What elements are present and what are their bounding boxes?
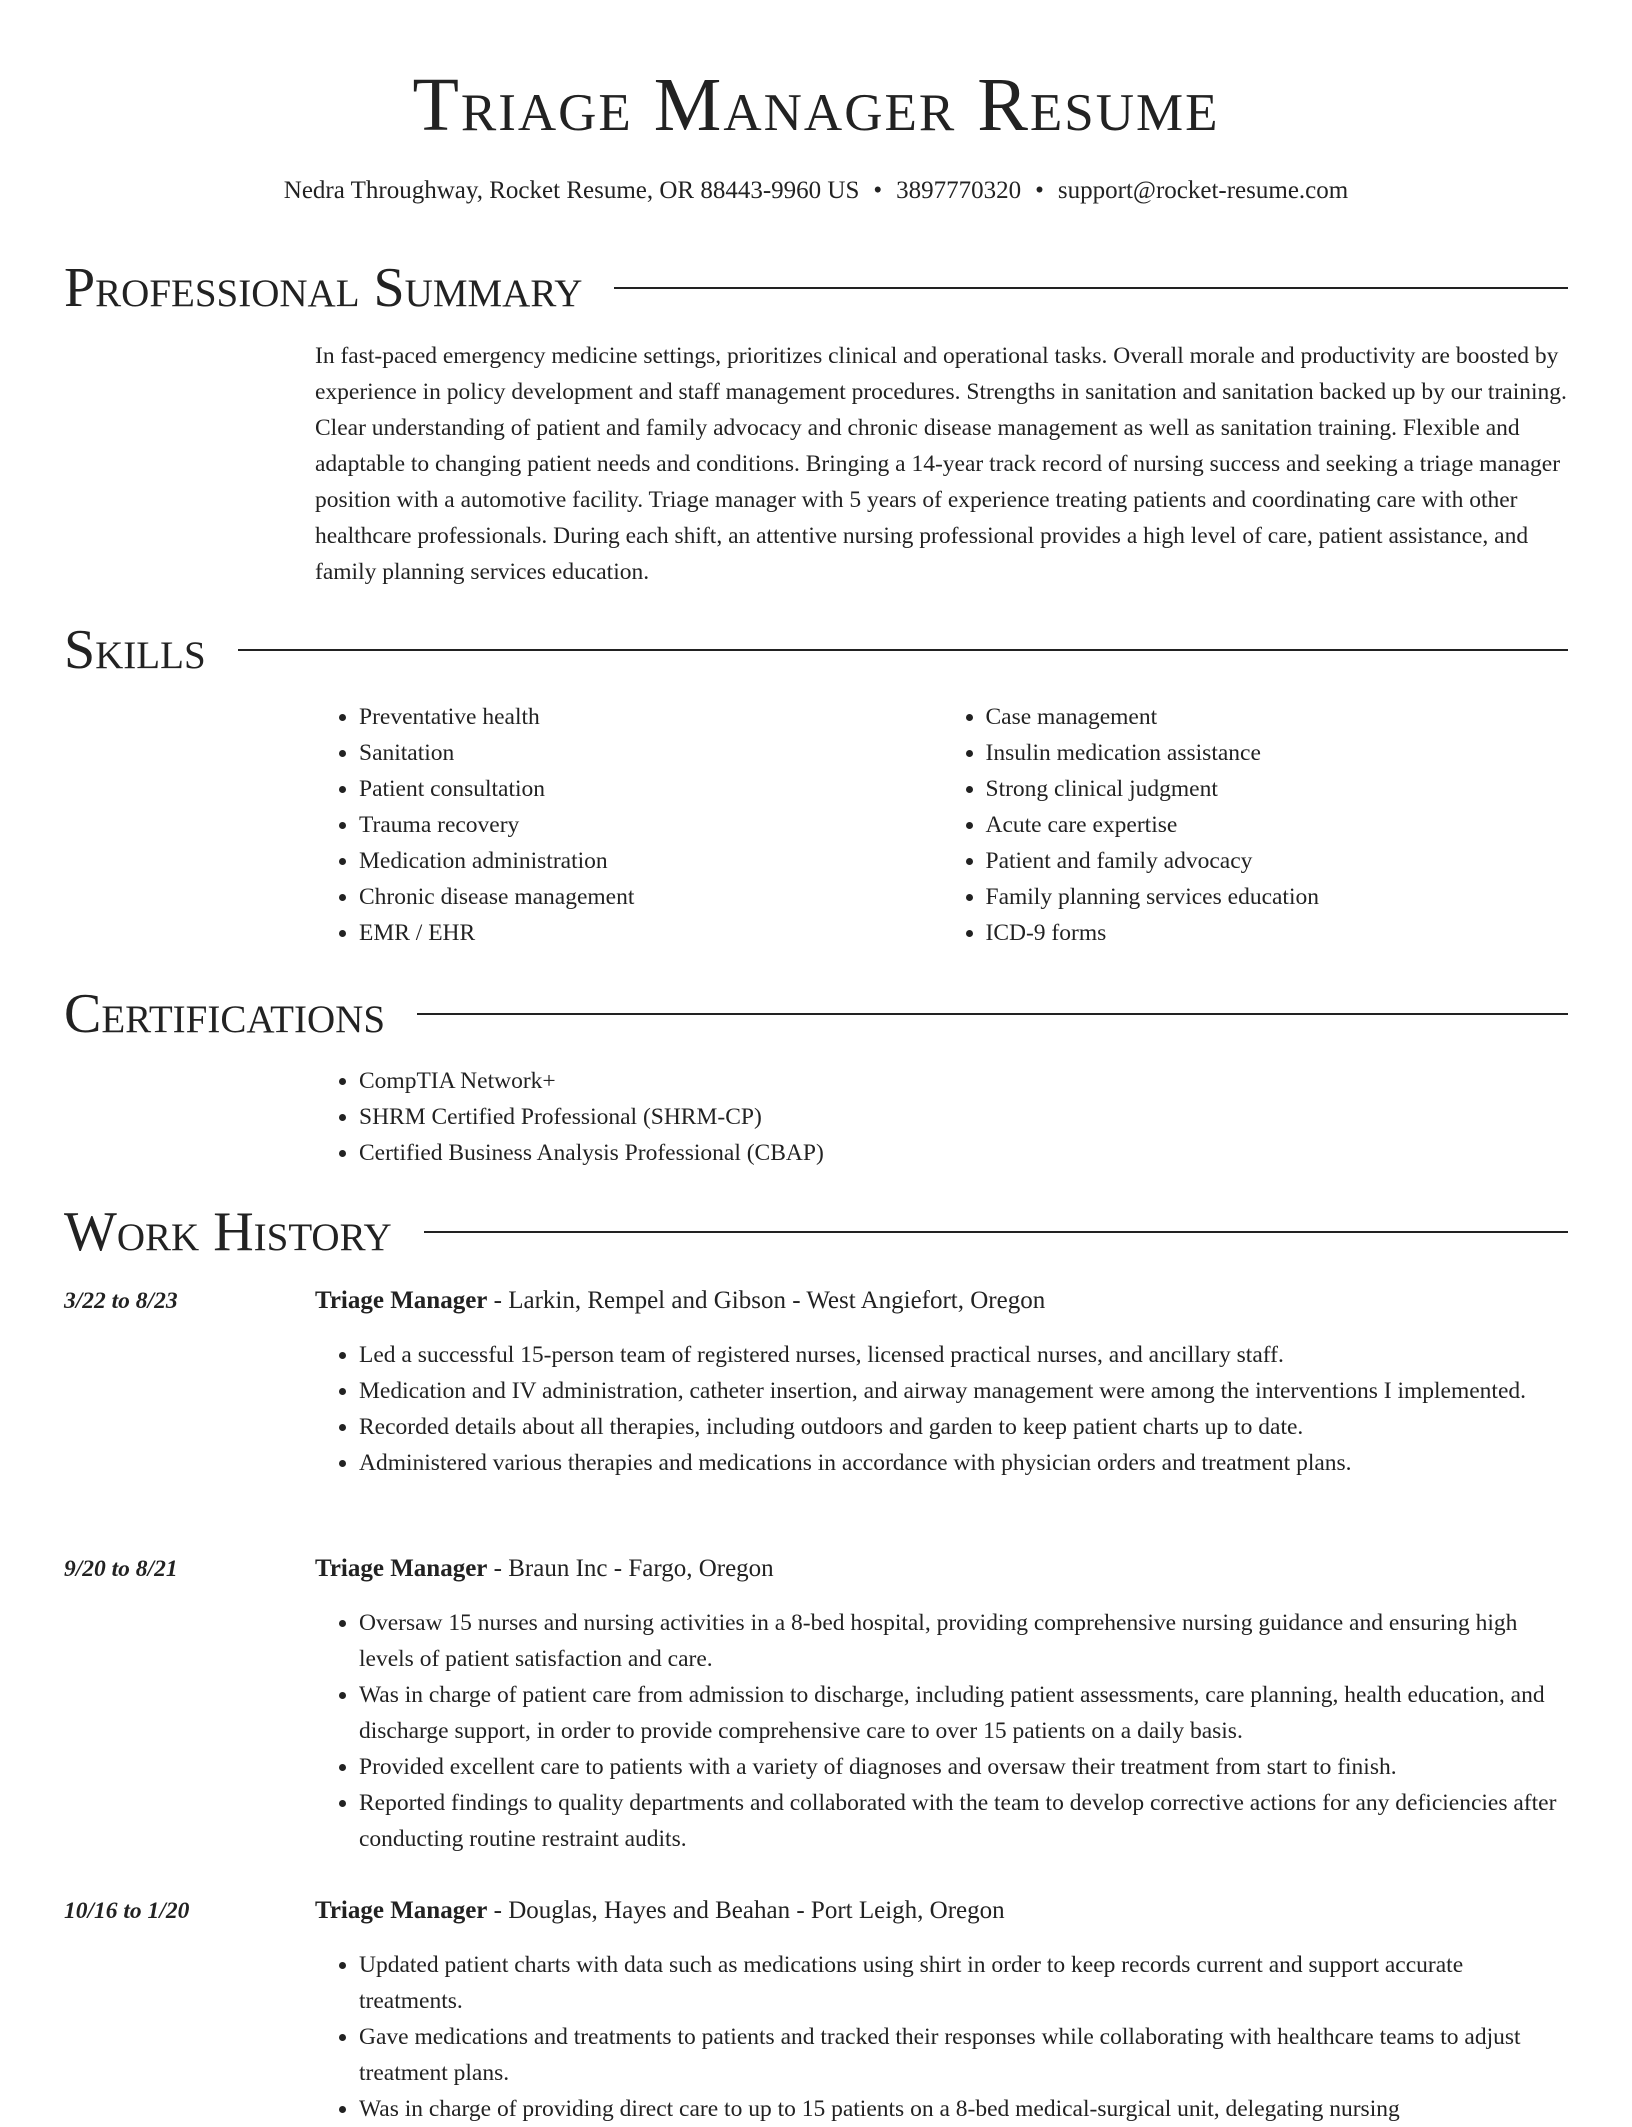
job-bullet: • Oversaw 15 nurses and nursing activities in a 8-bed hospital, providing comprehensive nursing guidance and ensuring high levels of patient satisfaction and care. (359, 1605, 1568, 1677)
job-employer: - Larkin, Rempel and Gibson - West Angiefort, Oregon (487, 1287, 1046, 1314)
skill-item: • EMR / EHR (359, 915, 942, 951)
contact-address: Nedra Throughway, Rocket Resume, OR 88443-9960 US (283, 177, 860, 204)
job-bullet: • Medication and IV administration, catheter insertion, and airway management were among the interventions I implemented. (359, 1373, 1568, 1409)
skill-item: • ICD-9 forms (986, 915, 1569, 951)
job-bullet: • Provided excellent care to patients with a variety of diagnoses and oversaw their treatment from start to finish. (359, 1749, 1568, 1785)
skills-block (315, 699, 1568, 951)
summary-section-header (64, 256, 1568, 320)
contact-separator: • (873, 177, 883, 204)
summary-text: In fast-paced emergency medicine settings, prioritizes clinical and operational tasks. Overall morale and productivity are boosted by experience in policy development and staff management procedures. Strengths in sanitation and sanitation backed up by our training. Clear understanding of patient and family advocacy and chronic disease management as well as sanitation training. Flexible and adaptable to changing patient needs and conditions. Bringing a 14-year track record of nursing success and seeking a triage manager position with a automotive facility. Triage manager with 5 years of experience treating patients and coordinating care with other healthcare professionals. During each shift, an attentive nursing professional provides a high level of care, patient assistance, and family planning services education. (315, 343, 1567, 585)
job-heading (315, 1893, 1568, 1929)
job-dates: 3/22 to 8/23 (64, 1288, 178, 1314)
job-bullet: • Recorded details about all therapies, including outdoors and garden to keep patient charts up to date. (359, 1409, 1568, 1445)
job-bullets (315, 1337, 1568, 1481)
job-dates: 10/16 to 1/20 (64, 1898, 190, 1924)
skill-item: • Trauma recovery (359, 807, 942, 843)
certifications-list (315, 1063, 1568, 1171)
job-bullets (315, 1605, 1568, 1857)
section-divider (424, 1231, 1568, 1233)
section-divider (238, 649, 1568, 651)
job-dates: 9/20 to 8/21 (64, 1556, 178, 1582)
certification-item: • SHRM Certified Professional (SHRM-CP) (359, 1099, 1568, 1135)
section-divider (614, 287, 1568, 289)
job-title: Triage Manager (315, 1555, 488, 1582)
job-bullets (315, 1947, 1568, 2127)
skill-item: • Chronic disease management (359, 879, 942, 915)
skill-item: • Family planning services education (986, 879, 1569, 915)
skill-item: • Sanitation (359, 735, 942, 771)
contact-line (0, 174, 1632, 208)
job-bullet: • Gave medications and treatments to patients and tracked their responses while collaborating with healthcare teams to adjust treatment plans. (359, 2019, 1568, 2091)
skill-item: • Strong clinical judgment (986, 771, 1569, 807)
job-employer: - Douglas, Hayes and Beahan - Port Leigh, Oregon (487, 1897, 1005, 1924)
skill-item: • Medication administration (359, 843, 942, 879)
skill-item: • Case management (986, 699, 1569, 735)
job-bullet: • Led a successful 15-person team of registered nurses, licensed practical nurses, and ancillary staff. (359, 1337, 1568, 1373)
work-section-header (64, 1200, 1568, 1264)
job-heading (315, 1283, 1568, 1319)
skill-item: • Patient and family advocacy (986, 843, 1569, 879)
skill-item: • Insulin medication assistance (986, 735, 1569, 771)
certification-item: • Certified Business Analysis Professional (CBAP) (359, 1135, 1568, 1171)
certification-item: • CompTIA Network+ (359, 1063, 1568, 1099)
skills-section-header (64, 618, 1568, 682)
skill-item: • Patient consultation (359, 771, 942, 807)
resume-title: Triage Manager Resume (412, 63, 1220, 147)
contact-email[interactable]: support@rocket-resume.com (1057, 177, 1349, 204)
job-heading (315, 1551, 1568, 1587)
job-entry (315, 1551, 1568, 1857)
job-bullet: • Reported findings to quality departments and collaborated with the team to develop corrective actions for any deficiencies after conducting routine restraint audits. (359, 1785, 1568, 1857)
contact-phone: 3897770320 (896, 177, 1022, 204)
certifications-heading: Certifications (64, 983, 386, 1045)
summary-block (315, 338, 1568, 590)
certifications-section-header (64, 982, 1568, 1046)
skill-item: • Acute care expertise (986, 807, 1569, 843)
skills-list-right (942, 699, 1569, 951)
job-entry (315, 1283, 1568, 1481)
job-bullet: • Administered various therapies and medications in accordance with physician orders and treatment plans. (359, 1445, 1568, 1481)
job-bullet: • Was in charge of patient care from admission to discharge, including patient assessments, care planning, health education, and discharge support, in order to provide comprehensive care to over 15 patients on a daily basis. (359, 1677, 1568, 1749)
job-title: Triage Manager (315, 1287, 488, 1314)
contact-separator: • (1035, 177, 1044, 204)
job-entry (315, 1893, 1568, 2127)
section-divider (417, 1013, 1568, 1015)
job-bullet: • Updated patient charts with data such as medications using shirt in order to keep records current and support accurate treatments. (359, 1947, 1568, 2019)
work-heading: Work History (64, 1201, 392, 1263)
certifications-block (315, 1063, 1568, 1171)
skill-item: • Preventative health (359, 699, 942, 735)
summary-heading: Professional Summary (64, 257, 583, 319)
job-bullet: • Was in charge of providing direct care to up to 15 patients on a 8-bed medical-surgical unit, delegating nursing (359, 2091, 1568, 2127)
skills-list-left (315, 699, 942, 951)
job-title: Triage Manager (315, 1897, 488, 1924)
job-employer: - Braun Inc - Fargo, Oregon (487, 1555, 774, 1582)
skills-heading: Skills (64, 619, 206, 681)
